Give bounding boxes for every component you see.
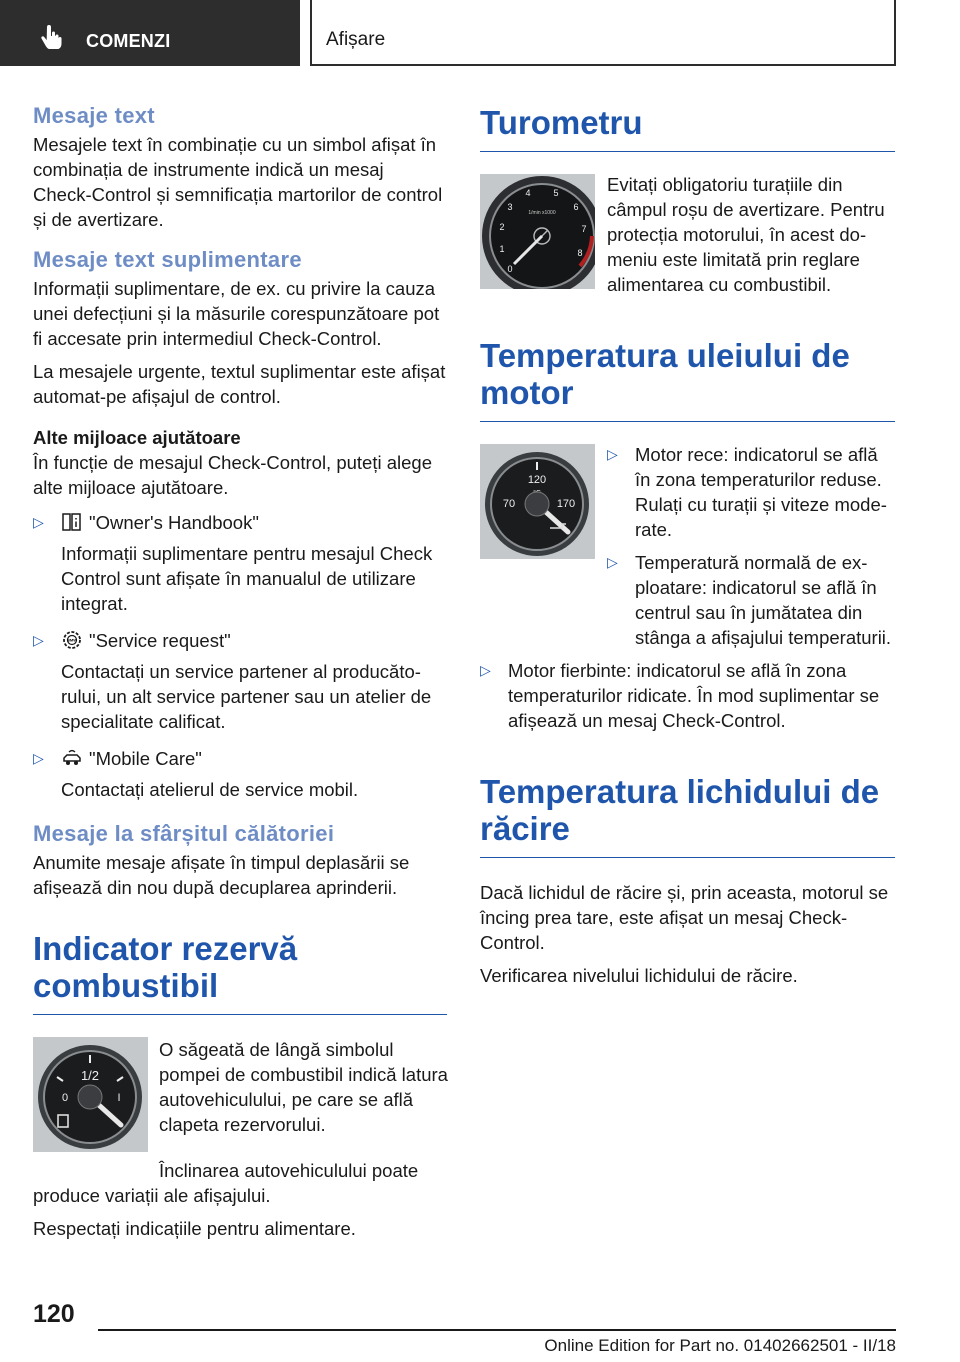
list-item: [607, 550, 897, 650]
fuel-gauge-half: 1/2: [80, 1068, 100, 1083]
tacho-num: 7: [581, 224, 587, 234]
bullet-text: Contactați atelierul de service mobil.: [61, 779, 359, 800]
bullet-text: Motor rece: indicatorul se află în zona temperaturilor reduse. Rulați cu turații și viteze moderate.: [635, 444, 887, 540]
list-item: [33, 628, 447, 734]
bullet-text: Informații suplimentare pentru mesajul Check Control sunt afișate în manualul de utilizare integrat.: [61, 543, 433, 614]
mobile-care-icon: [61, 748, 83, 768]
bullet-text: Temperatură normală de exploatare: indicatorul se află în centrul sau în jumătatea din stânga a afișajului temperaturii.: [635, 552, 892, 648]
bullet-title: "Mobile Care": [89, 748, 202, 769]
text-messages-body: Mesajele text în combinație cu un simbol afișat în combinația de instrumente indică un mesaj Check-Control și semnificația martorilor de control și de avertizare.: [33, 134, 443, 230]
bullet-triangle-icon: ▷: [480, 662, 491, 678]
fuel-figure-row: [33, 1037, 447, 1167]
oil-figure-row: [480, 444, 895, 658]
oil-gauge-low: 70: [502, 498, 516, 510]
bullet-triangle-icon: ▷: [607, 446, 618, 462]
svg-text:BMW: BMW: [67, 637, 77, 643]
fuel-text-2: Înclinarea autovehiculului poate produce variații ale afișajului.: [33, 1160, 419, 1206]
tacho-num: 4: [525, 188, 531, 198]
footer-divider: [98, 1329, 896, 1331]
tab-commands[interactable]: [0, 0, 300, 66]
end-of-trip-body: Anumite mesaje afișate în timpul deplasării se afișează din nou după decuplarea aprinderii.: [33, 852, 410, 898]
service-request-icon: [61, 630, 83, 650]
tacho-num: 5: [553, 188, 559, 198]
heading-coolant-temperature: Temperatura lichidului de răcire: [480, 773, 895, 858]
tacho-num: 0: [507, 264, 513, 274]
bullet-triangle-icon: ▷: [607, 554, 618, 570]
bullet-text: Motor fierbinte: indicatorul se află în zona temperaturilor ridicate. În mod suplimentar se afișează un mesaj Check-Control.: [508, 660, 880, 731]
oil-temp-gauge-image: [480, 444, 595, 559]
bullet-triangle-icon: ▷: [33, 514, 44, 530]
right-column: [480, 100, 895, 996]
heading-supplementary-messages: Mesaje text suplimentare: [33, 247, 302, 272]
list-item: [607, 442, 897, 542]
tacho-num: 2: [499, 222, 505, 232]
heading-text-messages: Mesaje text: [33, 103, 155, 128]
list-item: [33, 510, 447, 616]
tacho-num: 6: [573, 202, 579, 212]
heading-end-of-trip: Mesaje la sfârșitul călătoriei: [33, 821, 335, 846]
heading-fuel-reserve: Indicator rezervă combustibil: [33, 930, 447, 1015]
bullet-title: "Service request": [89, 630, 231, 651]
bullet-text: Contactați un service partener al producătorului, un alt service partener sau un atelier de specialitate calificat.: [61, 661, 432, 732]
oil-gauge-mid: 120: [527, 474, 547, 486]
tachometer-image: [480, 174, 595, 289]
fuel-text-3: Respectați indicațiile pentru alimentare.: [33, 1218, 356, 1239]
footer-edition: Online Edition for Part no. 01402662501 - II/18: [544, 1336, 896, 1355]
left-column: [33, 100, 447, 1249]
bullet-triangle-icon: ▷: [33, 632, 44, 648]
supplementary-body: Informații suplimentare, de ex. cu privire la cauza unei defecțiuni și la măsurile corespunzătoare pot fi accesate prin intermediul Check-Control.: [33, 278, 440, 349]
fuel-gauge-zero: 0: [61, 1092, 69, 1104]
tacho-num: 8: [577, 248, 583, 258]
tab-section-label: Afișare: [326, 29, 386, 50]
oil-gauge-high: 170: [556, 498, 576, 510]
tacho-text: Evitați obligatoriu turațiile din câmpul roșu de avertizare. Pentru protecția motorului, în acest domeniu este limitată prin reglare alimentarea cu combustibil.: [607, 174, 885, 295]
bullet-triangle-icon: ▷: [33, 750, 44, 766]
tacho-unit: 1/min x1000: [528, 210, 556, 216]
fuel-gauge-full: I: [117, 1092, 121, 1104]
list-item: [480, 658, 895, 733]
tacho-figure-row: [480, 174, 895, 314]
other-aids-body: În funcție de mesajul Check-Control, puteți alege alte mijloace ajutătoare.: [33, 452, 432, 498]
tab-section[interactable]: [310, 0, 896, 66]
heading-other-aids: Alte mijloace ajutătoare: [33, 427, 241, 448]
tab-commands-label: COMENZI: [86, 31, 171, 51]
touch-hand-icon: [40, 25, 62, 49]
header-tabs: [0, 0, 960, 66]
coolant-body-2: Verificarea nivelului lichidului de răcire.: [480, 965, 798, 986]
tacho-num: 1: [499, 244, 505, 254]
handbook-icon: [61, 512, 83, 532]
fuel-gauge-image: [33, 1037, 148, 1152]
page-number: 120: [33, 1300, 75, 1328]
heading-tachometer: Turometru: [480, 104, 895, 152]
coolant-body: Dacă lichidul de răcire și, prin aceasta, motorul se încing prea tare, este afișat un mesaj Check-Control.: [480, 882, 889, 953]
tacho-num: 3: [507, 202, 513, 212]
fuel-text-1: O săgeată de lângă simbolul pompei de combustibil indică latura autovehiculului, pe care se află clapeta rezervorului.: [159, 1039, 448, 1135]
supplementary-body-2: La mesajele urgente, textul suplimentar este afișat automat-pe afișajul de control.: [33, 361, 446, 407]
list-item: [33, 746, 447, 802]
bullet-title: "Owner's Handbook": [89, 512, 259, 533]
heading-oil-temperature: Temperatura uleiului de motor: [480, 337, 895, 422]
